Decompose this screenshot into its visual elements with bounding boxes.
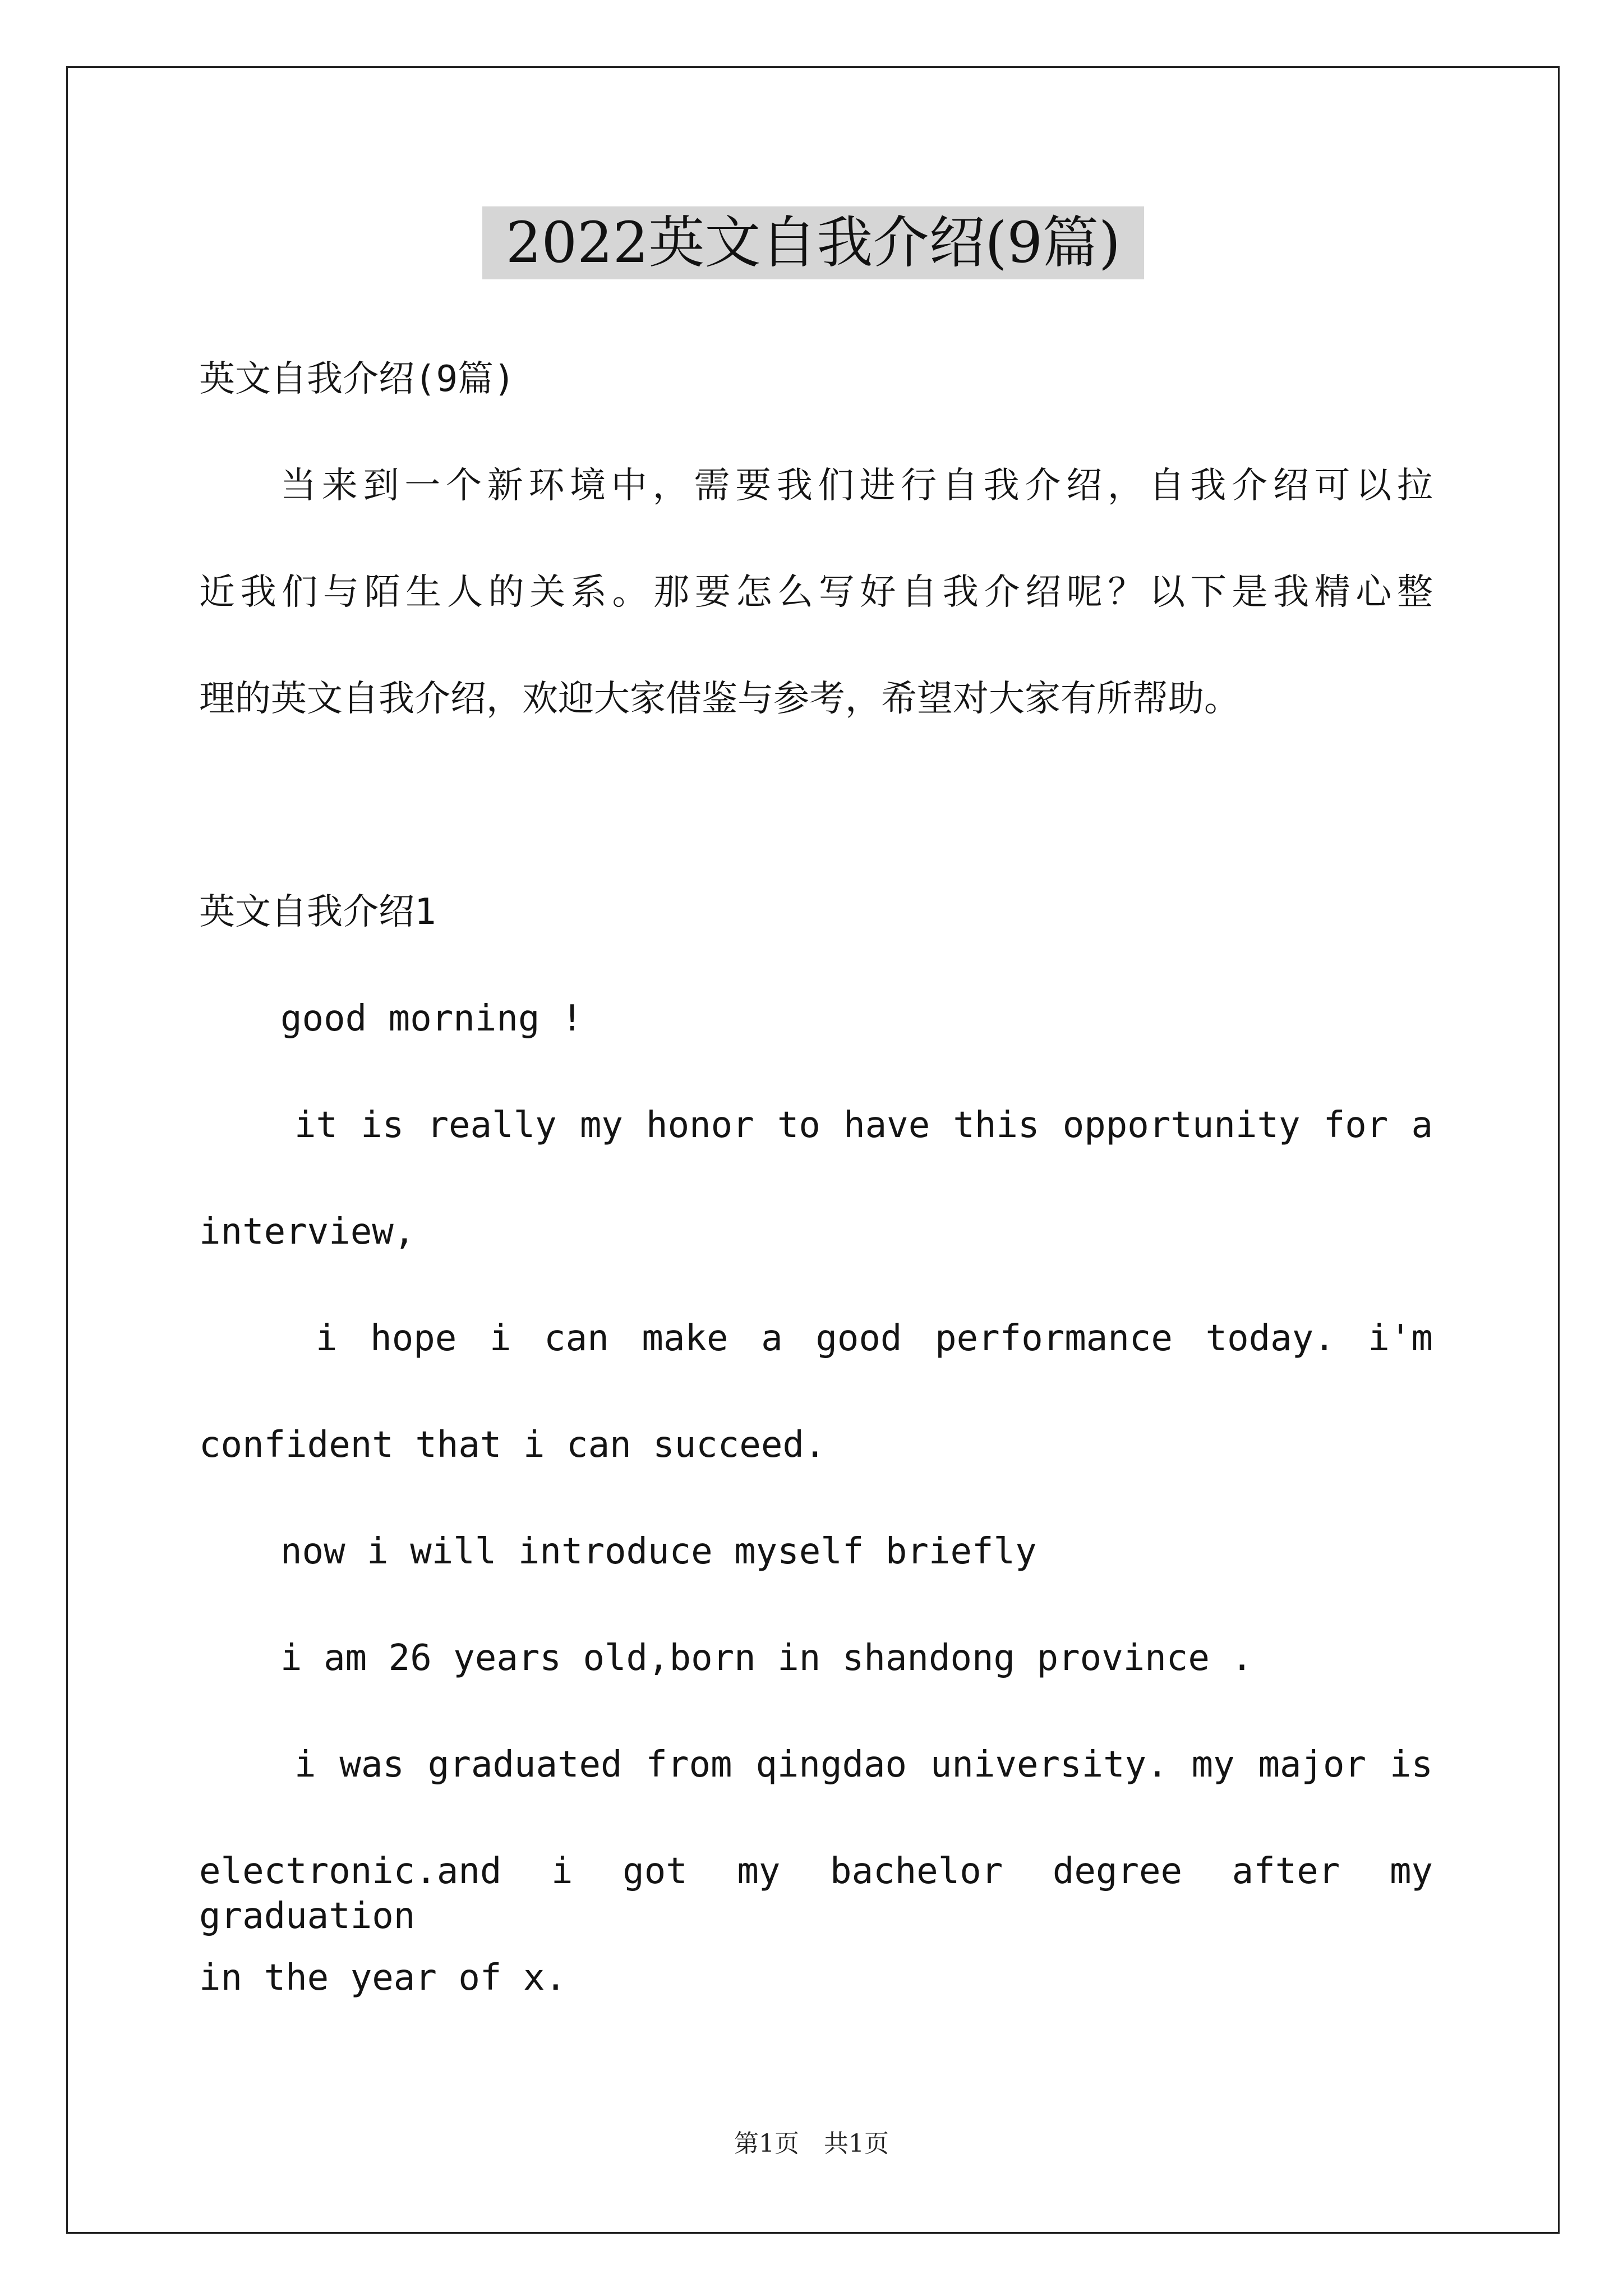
intro-line-3: 理的英文自我介绍，欢迎大家借鉴与参考，希望对大家有所帮助。 — [199, 678, 1240, 720]
body-line-8: i was graduated from qingdao university. my major is — [294, 1744, 1433, 1786]
document-title: 2022英文自我介绍(9篇) — [505, 210, 1121, 275]
page-footer: 第1页 共1页 — [734, 2129, 889, 2158]
body-line-10: in the year of x. — [199, 1957, 567, 1999]
document-subtitle: 英文自我介绍(9篇) — [199, 358, 515, 400]
body-line-7: i am 26 years old,born in shandong province . — [280, 1637, 1253, 1679]
intro-line-2: 近我们与陌生人的关系。那要怎么写好自我介绍呢？以下是我精心整 — [199, 572, 1433, 613]
body-line-5: confident that i can succeed. — [199, 1424, 826, 1466]
body-line-1: good morning ! — [280, 998, 583, 1039]
title-highlight — [482, 206, 1144, 279]
body-line-4: i hope i can make a good performance today. i'm — [316, 1318, 1433, 1359]
body-line-3: interview, — [199, 1211, 416, 1253]
body-line-6: now i will introduce myself briefly — [280, 1531, 1037, 1572]
intro-line-1: 当来到一个新环境中，需要我们进行自我介绍，自我介绍可以拉 — [280, 465, 1433, 507]
section-heading: 英文自我介绍1 — [199, 891, 436, 933]
body-line-2: it is really my honor to have this opportunity for a — [294, 1105, 1433, 1146]
body-line-9: electronic.and i got my bachelor degree after my graduation — [199, 1851, 1433, 1937]
